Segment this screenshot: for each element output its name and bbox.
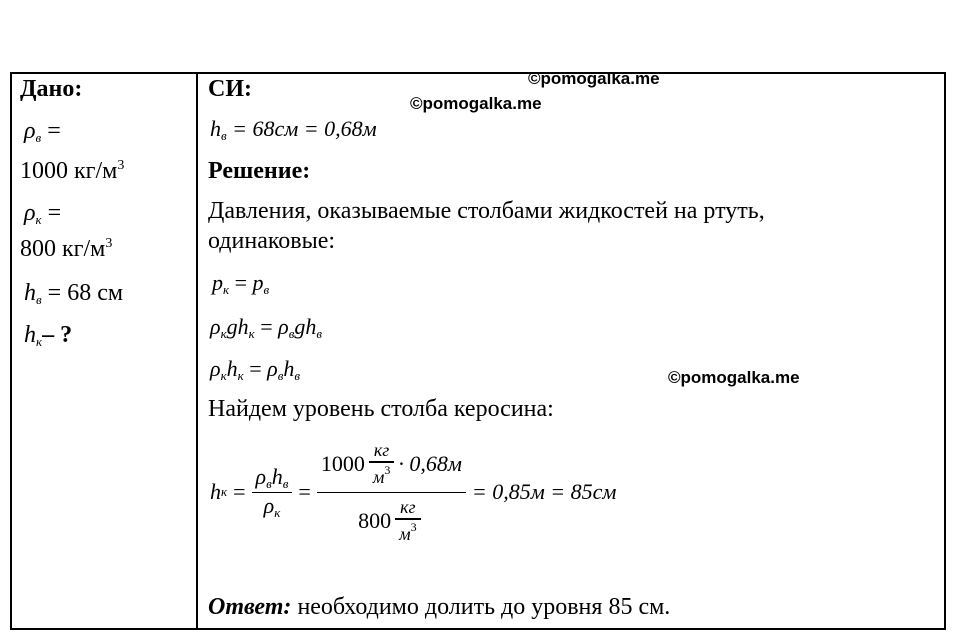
watermark-mid: ©pomogalka.me — [410, 94, 542, 113]
fraction-symbolic: $\frac{\rho_вh_в}{\rho_к}$ — [252, 464, 293, 522]
given-h-water: $h_в = 68$ см — [24, 280, 124, 307]
fraction-numeric: 1000 $\frac{кг}{м^3}$ · 0,68м 800 $\frac{кг}{м^3}$ — [317, 440, 466, 545]
given-rho-water: $\rho_в$ = — [24, 118, 61, 145]
given-rho-kerosene: $\rho_к$ = — [24, 200, 62, 227]
table-frame — [10, 72, 946, 630]
watermark-top: ©pomogalka.me — [528, 69, 660, 88]
column-divider — [196, 72, 198, 630]
solution-find-level: Найдем уровень столба керосина: — [208, 396, 554, 422]
given-rho-kerosene-value: 800 $кг/м^3$ — [20, 236, 113, 262]
watermark-right: ©pomogalka.me — [668, 368, 800, 387]
solution-line-2: одинаковые: — [208, 228, 336, 254]
given-rho-water-value: 1000 $кг/м^3$ — [20, 158, 125, 184]
si-conversion: $h_в = 68см = 0,68м$ — [210, 116, 377, 143]
answer: Ответ: необходимо долить до уровня 85 см. — [208, 594, 671, 620]
formula-pressure-equality: $p_к = p_в$ — [212, 270, 270, 297]
formula-rho-g-h: $\rho_кgh_к = \rho_вgh_в$ — [210, 314, 323, 341]
formula-final: h к = $\frac{\rho_вh_в}{\rho_к}$ = 1000 $\frac{кг}{м^3}$ · 0,68м 800 $\frac{кг}{м^3}$ = 0,85м = 85см — [210, 440, 617, 544]
given-header: Дано: — [20, 76, 83, 102]
si-header: СИ: — [208, 76, 252, 102]
formula-rho-h: $\rho_кh_к = \rho_вh_в$ — [210, 356, 301, 383]
solution-header: Решение: — [208, 158, 311, 184]
given-h-kerosene-question: $h_к-$ ? — [24, 322, 73, 349]
solution-line-1: Давления, оказываемые столбами жидкостей на ртуть, — [208, 198, 765, 224]
